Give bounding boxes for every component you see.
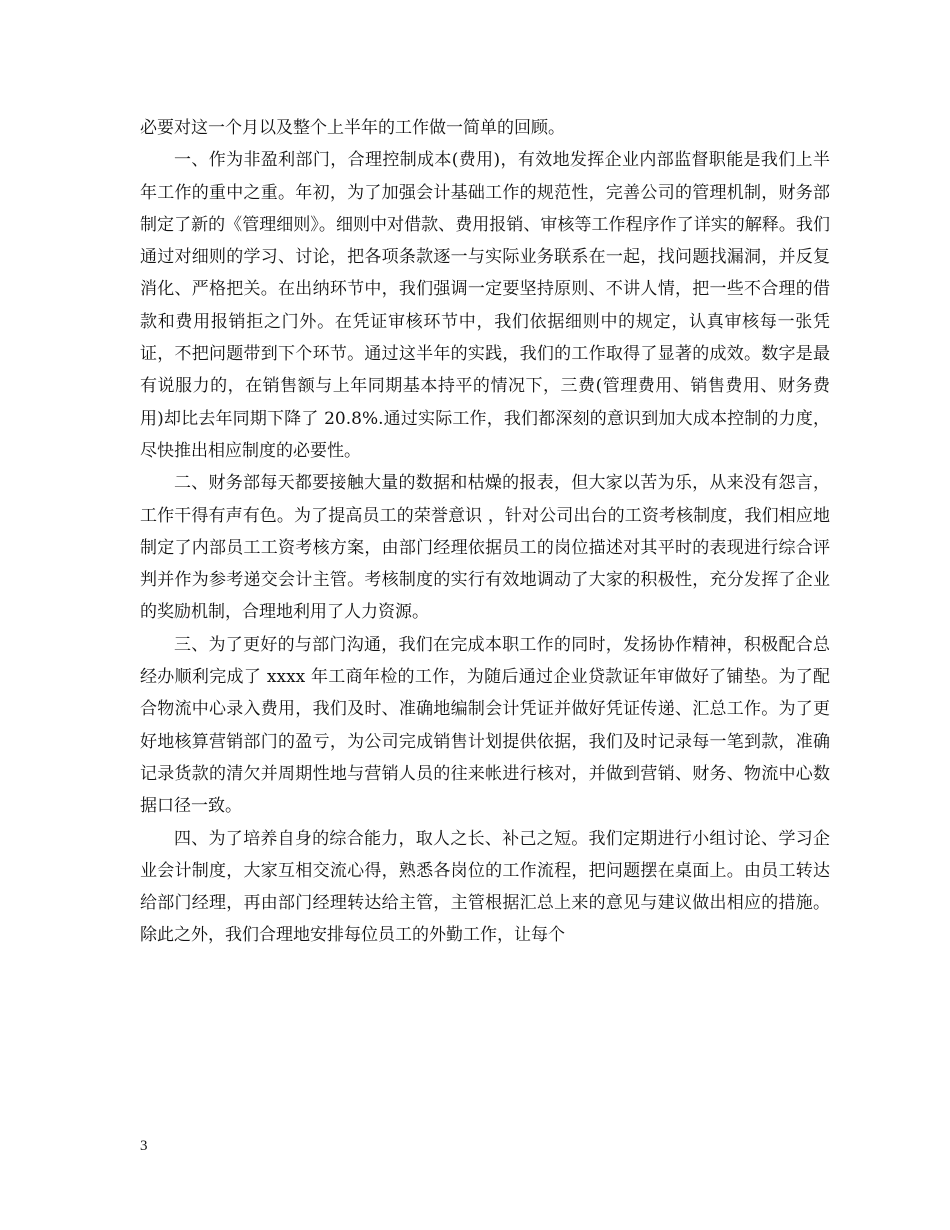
page-number: 3 bbox=[140, 1138, 148, 1154]
paragraph-self-improvement: 四、为了培养自身的综合能力，取人之长、补己之短。我们定期进行小组讨论、学习企业会计制度，大家互相交流心得，熟悉各岗位的工作流程，把问题摆在桌面上。由员工转达给部门经理，再由部门经理转达给主管，主管根据汇总上来的意见与建议做出相应的措施。除此之外，我们合理地安排每位员工的外勤工作，让每个 bbox=[140, 828, 830, 946]
paragraph-continuation: 必要对这一个月以及整个上半年的工作做一简单的回顾。 bbox=[140, 118, 565, 138]
document-body bbox=[140, 112, 830, 952]
paragraph-department-cooperation: 三、为了更好的与部门沟通，我们在完成本职工作的同时，发扬协作精神，积极配合总经办顺利完成了 xxxx 年工商年检的工作，为随后通过企业贷款证年审做好了铺垫。为了配合物流中心录入费用，我们及时、准确地编制会计凭证并做好凭证传递、汇总工作。为了更好地核算营销部门的盈亏，为公司完成销售计划提供依据，我们及时记录每一笔到款，准确记录货款的清欠并周期性地与营销人员的往来帐进行核对，并做到营销、财务、物流中心数据口径一致。 bbox=[140, 634, 830, 817]
paragraph-staff-assessment: 二、财务部每天都要接触大量的数据和枯燥的报表，但大家以苦为乐，从来没有怨言，工作干得有声有色。为了提高员工的荣誉意识 ，针对公司出台的工资考核制度，我们相应地制定了内部员工工资考核方案，由部门经理依据员工的岗位描述对其平时的表现进行综合评判并作为参考递交会计主管。考核制度的实行有效地调动了大家的积极性，充分发挥了企业的奖励机制，合理地利用了人力资源。 bbox=[140, 473, 830, 623]
paragraph-cost-control: 一、作为非盈利部门，合理控制成本(费用)，有效地发挥企业内部监督职能是我们上半年工作的重中之重。年初，为了加强会计基础工作的规范性，完善公司的管理机制，财务部制定了新的《管理细则》。细则中对借款、费用报销、审核等工作程序作了详实的解释。我们通过对细则的学习、讨论，把各项条款逐一与实际业务联系在一起，找问题找漏洞，并反复消化、严格把关。在出纳环节中，我们强调一定要坚持原则、不讲人情，把一些不合理的借款和费用报销拒之门外。在凭证审核环节中，我们依据细则中的规定，认真审核每一张凭证，不把问题带到下个环节。通过这半年的实践，我们的工作取得了显著的成效。数字是最有说服力的，在销售额与上年同期基本持平的情况下，三费(管理费用、销售费用、财务费用)却比去年同期下降了 20.8%.通过实际工作，我们都深刻的意识到加大成本控制的力度，尽快推出相应制度的必要性。 bbox=[140, 150, 830, 461]
